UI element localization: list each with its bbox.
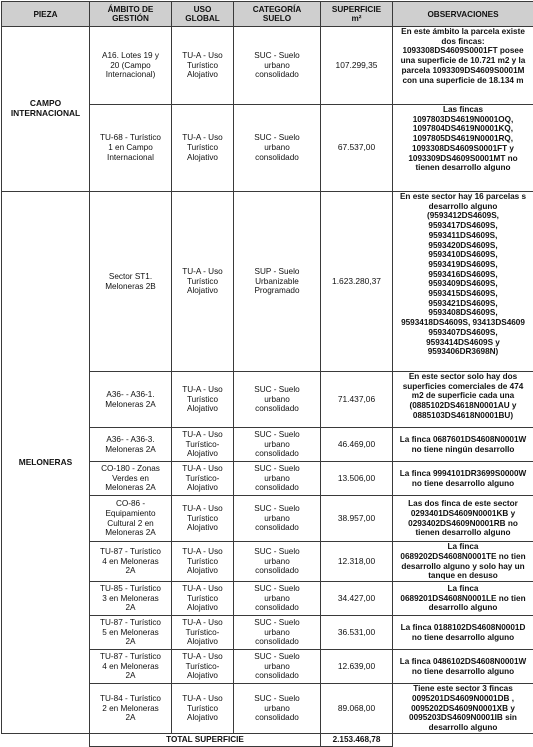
cell-superficie: 46.469,00	[321, 428, 393, 462]
group-campo-internacional: CAMPO INTERNACIONAL	[2, 27, 90, 192]
cell-ambito: TU-84 - Turístico 2 en Meloneras 2A	[90, 684, 172, 734]
cell-superficie: 12.318,00	[321, 542, 393, 582]
cell-uso: TU-A - Uso Turístico- Alojativo	[172, 616, 234, 650]
cell-superficie: 13.506,00	[321, 462, 393, 496]
cell-superficie: 89.068,00	[321, 684, 393, 734]
cell-observaciones: En este sector hay 16 parcelas s desarrollo alguno (9593412DS4609S, 9593417DS4609S, 9593411DS4609S, 9593420DS4609S, 9593410DS4609S, 9593419DS4609S, 9593416DS4609S, 9593409DS4609S, 9593415DS4609S, 9593421DS4609S, 9593408DS4609S, 9593418DS4609S, 93413DS4609 9593407DS4609S, 9593414DS4609S y 9593406DR3698N)	[393, 192, 533, 372]
cell-ambito: TU-87 - Turístico 4 en Meloneras 2A	[90, 650, 172, 684]
cell-uso: TU-A - Uso Turístico Alojativo	[172, 27, 234, 105]
cell-uso: TU-A - Uso Turístico Alojativo	[172, 496, 234, 542]
cell-categoria: SUC - Suelo urbano consolidado	[234, 582, 321, 616]
header-ambito: ÁMBITO DE GESTIÓN	[90, 2, 172, 27]
cell-ambito: CO-180 - Zonas Verdes en Meloneras 2A	[90, 462, 172, 496]
cell-ambito: Sector ST1. Meloneras 2B	[90, 192, 172, 372]
cell-superficie: 67.537,00	[321, 105, 393, 192]
total-blank	[2, 734, 90, 747]
total-value: 2.153.468,78	[321, 734, 393, 747]
cell-superficie: 36.531,00	[321, 616, 393, 650]
cell-uso: TU-A - Uso Turístico Alojativo	[172, 582, 234, 616]
document-page	[1, 1, 533, 747]
cell-observaciones: La finca 0188102DS4608N0001D no tiene desarrollo alguno	[393, 616, 533, 650]
cell-categoria: SUC - Suelo urbano consolidado	[234, 462, 321, 496]
cell-ambito: TU-85 - Turístico 3 en Meloneras 2A	[90, 582, 172, 616]
superficies-table	[1, 1, 533, 747]
cell-ambito: TU-87 - Turístico 4 en Meloneras 2A	[90, 542, 172, 582]
cell-categoria: SUC - Suelo urbano consolidado	[234, 105, 321, 192]
cell-categoria: SUC - Suelo urbano consolidado	[234, 27, 321, 105]
cell-superficie: 12.639,00	[321, 650, 393, 684]
header-superficie: SUPERFICIE m²	[321, 2, 393, 27]
cell-observaciones: La finca 0486102DS4608N0001W no tiene desarrollo alguno	[393, 650, 533, 684]
total-row	[2, 734, 533, 747]
header-observaciones: OBSERVACIONES	[393, 2, 533, 27]
total-label: TOTAL SUPERFICIE	[90, 734, 321, 747]
header-pieza: PIEZA	[2, 2, 90, 27]
cell-categoria: SUC - Suelo urbano consolidado	[234, 372, 321, 428]
cell-observaciones: Tiene este sector 3 fincas 0095201DS4609N0001DB , 0095202DS4609N0001XB y 0095203DS4609N0001IB sin desarrollo alguno	[393, 684, 533, 734]
cell-uso: TU-A - Uso Turístico Alojativo	[172, 192, 234, 372]
cell-categoria: SUC - Suelo urbano consolidado	[234, 428, 321, 462]
cell-superficie: 38.957,00	[321, 496, 393, 542]
header-row	[2, 2, 533, 27]
table-row	[2, 27, 533, 105]
cell-categoria: SUC - Suelo urbano consolidado	[234, 542, 321, 582]
total-blank-right	[393, 734, 533, 747]
cell-observaciones: La finca 0689201DS4608N0001LE no tien desarrollo alguno	[393, 582, 533, 616]
cell-observaciones: Las dos finca de este sector 0293401DS4609N0001KB y 0293402DS4609N0001RB no tienen desarrollo alguno	[393, 496, 533, 542]
cell-uso: TU-A - Uso Turístico Alojativo	[172, 542, 234, 582]
cell-ambito: TU-68 - Turístico 1 en Campo Internacional	[90, 105, 172, 192]
cell-observaciones: La finca 0687601DS4608N0001W no tiene ningún desarrollo	[393, 428, 533, 462]
cell-ambito: TU-87 - Turístico 5 en Meloneras 2A	[90, 616, 172, 650]
cell-ambito: CO-86 - Equipamiento Cultural 2 en Meloneras 2A	[90, 496, 172, 542]
cell-categoria: SUC - Suelo urbano consolidado	[234, 496, 321, 542]
cell-ambito: A16. Lotes 19 y 20 (Campo Internacional)	[90, 27, 172, 105]
cell-ambito: A36- - A36-3. Meloneras 2A	[90, 428, 172, 462]
table-row	[2, 192, 533, 372]
cell-superficie: 1.623.280,37	[321, 192, 393, 372]
cell-observaciones: En este sector solo hay dos superficies comerciales de 474 m2 de superficie cada una (0885102DS4618N0001AU y 0885103DS4618N0001BU)	[393, 372, 533, 428]
cell-observaciones: En este ámbito la parcela existe dos fincas: 1093308DS4609S0001FT posee una superficie de 10.721 m2 y la parcela 1093309DS4609S0001M con una superficie de 18.134 m	[393, 27, 533, 105]
cell-ambito: A36- - A36-1. Meloneras 2A	[90, 372, 172, 428]
cell-uso: TU-A - Uso Turístico- Alojativo	[172, 428, 234, 462]
cell-uso: TU-A - Uso Turístico- Alojativo	[172, 650, 234, 684]
cell-superficie: 71.437,06	[321, 372, 393, 428]
cell-categoria: SUP - Suelo Urbanizable Programado	[234, 192, 321, 372]
cell-categoria: SUC - Suelo urbano consolidado	[234, 684, 321, 734]
cell-uso: TU-A - Uso Turístico Alojativo	[172, 105, 234, 192]
cell-superficie: 107.299,35	[321, 27, 393, 105]
cell-superficie: 34.427,00	[321, 582, 393, 616]
cell-observaciones: La finca 0689202DS4608N0001TE no tien desarrollo alguno y solo hay un tanque en desuso	[393, 542, 533, 582]
cell-observaciones: La finca 9994101DR3699S0000W no tiene desarrollo alguno	[393, 462, 533, 496]
cell-categoria: SUC - Suelo urbano consolidado	[234, 650, 321, 684]
header-uso: USO GLOBAL	[172, 2, 234, 27]
cell-uso: TU-A - Uso Turístico Alojativo	[172, 372, 234, 428]
cell-uso: TU-A - Uso Turístico Alojativo	[172, 684, 234, 734]
cell-observaciones: Las fincas 1097803DS4619N0001OQ, 1097804DS4619N0001KQ, 1097805DS4619N0001RQ, 1093308DS4609S0001FT y 1093309DS4609S0001MT no tienen desarrollo alguno	[393, 105, 533, 192]
cell-categoria: SUC - Suelo urbano consolidado	[234, 616, 321, 650]
cell-uso: TU-A - Uso Turístico- Alojativo	[172, 462, 234, 496]
group-meloneras: MELONERAS	[2, 192, 90, 734]
header-categoria: CATEGORÍA SUELO	[234, 2, 321, 27]
